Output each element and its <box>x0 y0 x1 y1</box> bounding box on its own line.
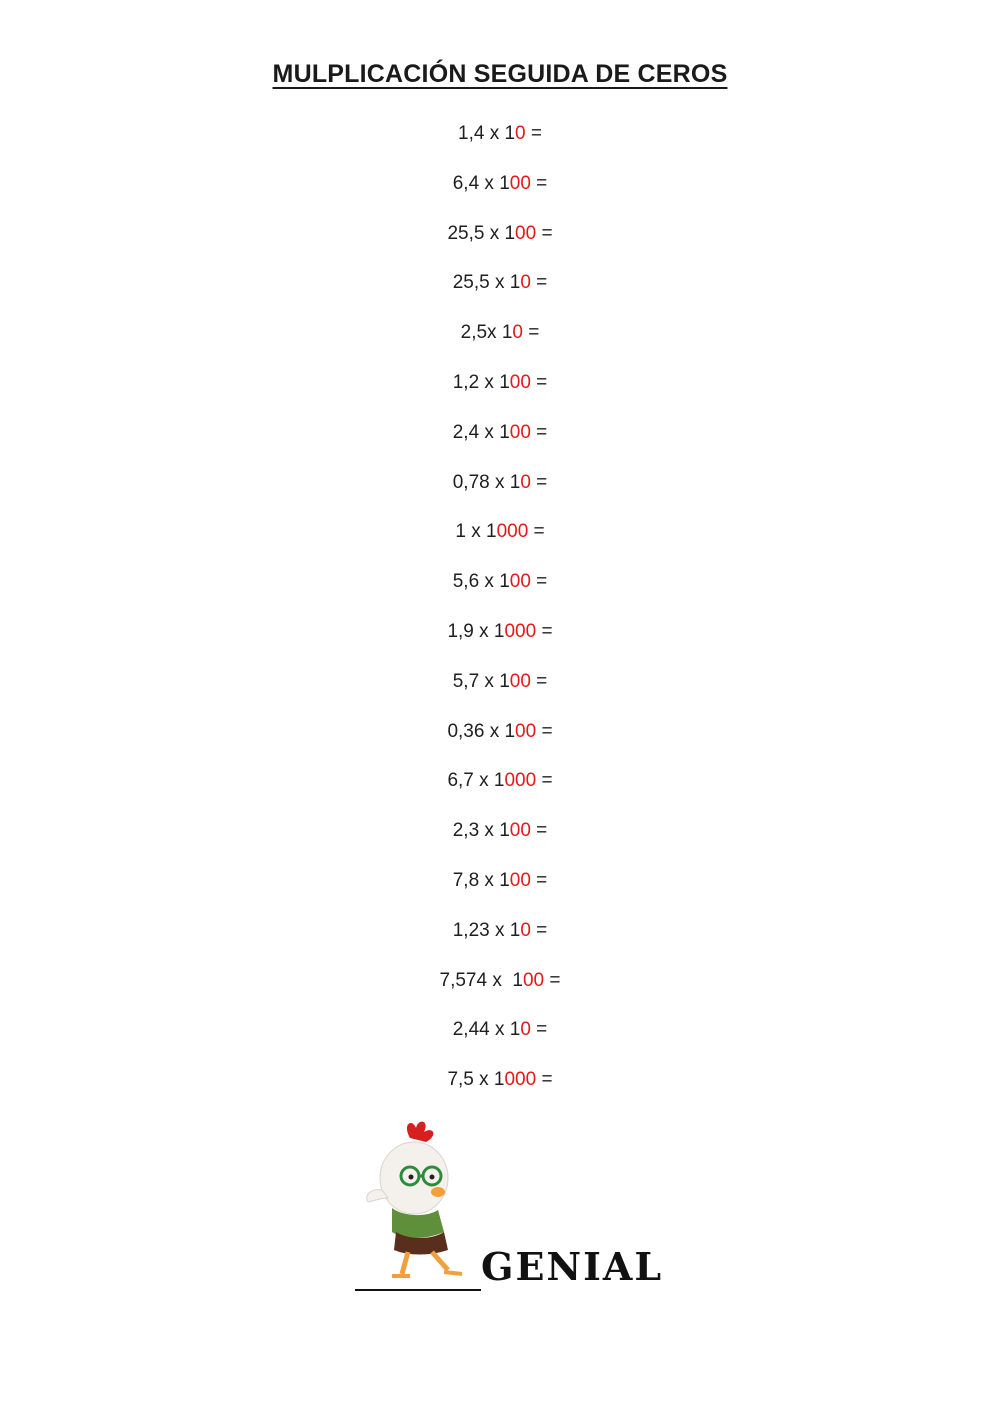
exercise-factor: 6,4 x 1 <box>452 172 510 194</box>
exercise-item <box>0 565 1000 615</box>
exercise-equals: = <box>530 471 548 493</box>
exercise-item <box>0 764 1000 814</box>
exercise-zeros: 00 <box>509 421 531 443</box>
exercise-item <box>0 416 1000 466</box>
exercise-zeros: 00 <box>522 969 545 991</box>
exercise-factor: 6,7 x 1 <box>447 770 505 792</box>
exercise-item <box>0 964 1000 1014</box>
exercise-zeros: 000 <box>504 1069 537 1091</box>
exercise-item <box>0 914 1000 964</box>
exercise-equals: = <box>530 571 548 593</box>
exercise-factor: 7,5 x 1 <box>447 1069 505 1091</box>
exercise-zeros: 0 <box>520 919 531 941</box>
exercise-item <box>0 515 1000 565</box>
exercise-zeros: 00 <box>509 670 531 692</box>
exercise-equals: = <box>536 1069 553 1091</box>
exercise-factor: 7,8 x 1 <box>452 869 510 891</box>
exercise-factor: 2,4 x 1 <box>452 421 510 443</box>
exercise-factor: 2,3 x 1 <box>452 820 510 842</box>
exercise-zeros: 000 <box>496 521 529 543</box>
exercise-factor: 5,6 x 1 <box>452 571 510 593</box>
exercise-equals: = <box>530 820 548 842</box>
exercise-item <box>0 1063 1000 1113</box>
exercise-item <box>0 665 1000 715</box>
exercise-item <box>0 715 1000 765</box>
exercise-zeros: 0 <box>520 1019 531 1041</box>
exercise-equals: = <box>530 1019 548 1041</box>
exercise-factor: 7,574 x 1 <box>439 969 523 991</box>
exercise-factor: 25,5 x 1 <box>447 222 516 244</box>
exercise-equals: = <box>530 371 548 393</box>
exercise-zeros: 00 <box>509 172 531 194</box>
exercise-item <box>0 117 1000 167</box>
exercise-zeros: 0 <box>520 471 531 493</box>
exercise-zeros: 0 <box>515 123 526 144</box>
exercise-factor: 0,36 x 1 <box>447 720 516 742</box>
answer-blank-line <box>355 1289 481 1291</box>
cartoon-chicken-icon <box>352 1116 482 1286</box>
exercise-item <box>0 167 1000 217</box>
exercise-factor: 1,9 x 1 <box>447 620 505 642</box>
exercise-zeros: 00 <box>509 869 531 891</box>
exercise-equals: = <box>536 720 553 742</box>
exercise-zeros: 000 <box>504 620 537 642</box>
exercise-zeros: 0 <box>512 322 523 344</box>
exercise-factor: 25,5 x 1 <box>452 272 521 294</box>
exercise-equals: = <box>544 969 561 991</box>
exercise-zeros: 00 <box>509 820 531 842</box>
exercise-equals: = <box>528 521 545 543</box>
exercise-zeros: 00 <box>515 720 537 742</box>
exercise-item <box>0 217 1000 267</box>
exercise-item <box>0 366 1000 416</box>
exercise-factor: 0,78 x 1 <box>452 471 521 493</box>
exercise-zeros: 00 <box>509 571 531 593</box>
exercise-item <box>0 1013 1000 1063</box>
exercise-equals: = <box>525 123 542 144</box>
exercise-factor: 1 x 1 <box>455 521 497 543</box>
exercise-item <box>0 615 1000 665</box>
exercise-item <box>0 814 1000 864</box>
exercise-item <box>0 316 1000 366</box>
exercise-factor: 2,44 x 1 <box>452 1019 521 1041</box>
exercise-equals: = <box>530 869 548 891</box>
exercise-item <box>0 266 1000 316</box>
exercise-equals: = <box>530 272 548 294</box>
exercise-list <box>0 117 1000 1113</box>
exercise-equals: = <box>530 421 548 443</box>
exercise-equals: = <box>536 620 553 642</box>
exercise-equals: = <box>530 670 548 692</box>
page-title: MULPLICACIÓN SEGUIDA DE CEROS <box>272 60 728 88</box>
exercise-factor: 1,23 x 1 <box>452 919 521 941</box>
exercise-factor: 2,5x 1 <box>460 322 513 344</box>
exercise-zeros: 00 <box>509 371 531 393</box>
genial-label: GENIAL <box>481 1244 664 1289</box>
exercise-factor: 1,4 x 1 <box>458 123 516 144</box>
exercise-item <box>0 864 1000 914</box>
exercise-zeros: 00 <box>515 222 537 244</box>
exercise-equals: = <box>530 919 548 941</box>
exercise-equals: = <box>536 770 553 792</box>
exercise-equals: = <box>530 172 548 194</box>
exercise-factor: 5,7 x 1 <box>452 670 510 692</box>
exercise-item <box>0 466 1000 516</box>
exercise-equals: = <box>522 322 540 344</box>
exercise-factor: 1,2 x 1 <box>452 371 510 393</box>
exercise-zeros: 000 <box>504 770 537 792</box>
exercise-equals: = <box>536 222 553 244</box>
exercise-zeros: 0 <box>520 272 531 294</box>
